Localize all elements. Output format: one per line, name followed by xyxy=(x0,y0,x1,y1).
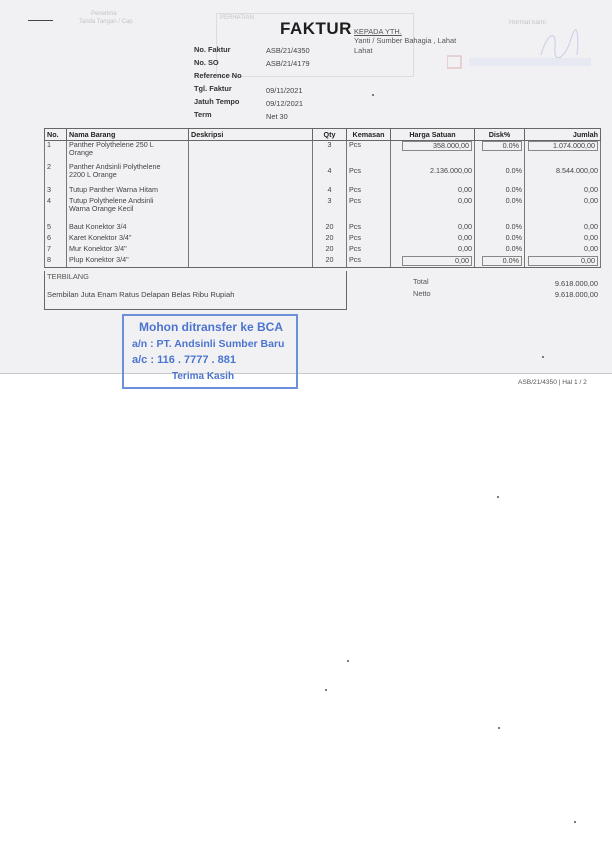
cell-unit: Pcs xyxy=(347,197,391,223)
cell-item-name xyxy=(67,234,189,245)
paper-speck xyxy=(325,689,327,691)
discount-value: 0.0% xyxy=(482,256,522,266)
cell-amount: 0,00 xyxy=(525,223,601,234)
cell-price: 0,00 xyxy=(391,245,475,256)
scan-speck xyxy=(372,94,374,96)
customer-line-1: Yanti / Sumber Bahagia , Lahat xyxy=(354,36,457,45)
header-discount: Disk% xyxy=(475,129,525,141)
cell-qty: 20 xyxy=(313,245,347,256)
price-value: 0,00 xyxy=(402,256,472,266)
cell-discount: 0.0% xyxy=(475,163,525,186)
faint-company-logo xyxy=(447,53,595,71)
netto-label: Netto xyxy=(413,289,431,298)
customer-line-2: Lahat xyxy=(354,46,373,55)
header-description: Deskripsi xyxy=(189,129,313,141)
netto-value: 9.618.000,00 xyxy=(554,290,598,299)
cell-item-name xyxy=(67,186,189,197)
recipient-label: KEPADA YTH. xyxy=(354,27,402,36)
cell-qty: 20 xyxy=(313,234,347,245)
stamp-line-4: Terima Kasih xyxy=(172,371,235,382)
invoice-title: FAKTUR xyxy=(280,19,352,38)
table-row xyxy=(45,141,601,163)
cell-amount xyxy=(525,141,601,163)
meta-value-invoice-no: ASB/21/4350 xyxy=(266,46,310,55)
paper-speck xyxy=(347,660,349,662)
cell-discount: 0.0% xyxy=(475,197,525,223)
price-value: 358.000,00 xyxy=(402,141,472,151)
cell-price: 2.136.000,00 xyxy=(391,163,475,186)
table-row xyxy=(45,197,601,223)
table-row xyxy=(45,223,601,234)
stamp-line-2: a/n : PT. Andsinli Sumber Baru xyxy=(132,338,285,350)
cell-qty: 3 xyxy=(313,197,347,223)
cell-qty: 20 xyxy=(313,256,347,268)
header-unit-price: Harga Satuan xyxy=(391,129,475,141)
paper-speck xyxy=(574,821,576,823)
cell-discount: 0.0% xyxy=(475,245,525,256)
header-no: No. xyxy=(45,129,67,141)
cell-price: 0,00 xyxy=(391,197,475,223)
total-label: Total xyxy=(413,277,429,286)
table-row xyxy=(45,163,601,186)
cell-description xyxy=(189,163,313,186)
header-amount: Jumlah xyxy=(525,129,601,141)
meta-label-invoice-no: No. Faktur xyxy=(194,45,231,54)
cell-price xyxy=(391,256,475,268)
cell-amount: 0,00 xyxy=(525,197,601,223)
cell-amount: 8.544.000,00 xyxy=(525,163,601,186)
table-row xyxy=(45,234,601,245)
cell-amount: 0,00 xyxy=(525,245,601,256)
stamp-line-1: Mohon ditransfer ke BCA xyxy=(139,320,284,334)
meta-label-term: Term xyxy=(194,110,212,119)
cell-unit: Pcs xyxy=(347,141,391,163)
amount-in-words-box xyxy=(44,271,347,310)
amount-in-words-text: Sembilan Juta Enam Ratus Delapan Belas Ribu Rupiah xyxy=(47,290,235,299)
item-name-line: 2200 L Orange xyxy=(69,169,117,179)
amount-value: 0,00 xyxy=(528,256,598,266)
cell-item-name xyxy=(67,163,189,186)
meta-label-so-no: No. SO xyxy=(194,58,219,67)
cell-no: 3 xyxy=(45,186,67,197)
item-name-line: Tutup Polythelene Andsinli xyxy=(69,195,154,205)
items-table xyxy=(44,128,601,268)
header-qty: Qty xyxy=(313,129,347,141)
cell-price: 0,00 xyxy=(391,186,475,197)
item-name-line: Mur Konektor 3/4" xyxy=(69,243,127,253)
amount-in-words-label: TERBILANG xyxy=(47,272,89,281)
item-name-line: Baut Konektor 3/4 xyxy=(69,221,127,231)
faint-receiver-label: Penerima xyxy=(91,11,117,17)
cell-qty: 4 xyxy=(313,163,347,186)
meta-label-reference: Reference No xyxy=(194,71,242,80)
cell-discount xyxy=(475,141,525,163)
cell-unit: Pcs xyxy=(347,245,391,256)
cell-no: 1 xyxy=(45,141,67,163)
header-packaging: Kemasan xyxy=(347,129,391,141)
cell-no: 8 xyxy=(45,256,67,268)
cell-discount: 0.0% xyxy=(475,223,525,234)
cell-unit: Pcs xyxy=(347,163,391,186)
cell-amount xyxy=(525,256,601,268)
cell-item-name xyxy=(67,245,189,256)
cell-amount: 0,00 xyxy=(525,234,601,245)
item-name-line: Panther Polythelene 250 L xyxy=(69,140,154,149)
cell-price: 0,00 xyxy=(391,223,475,234)
cell-description xyxy=(189,186,313,197)
item-name-line: Orange xyxy=(69,148,93,157)
cell-amount: 0,00 xyxy=(525,186,601,197)
bank-transfer-stamp xyxy=(122,314,298,389)
discount-value: 0.0% xyxy=(482,141,522,151)
cell-item-name xyxy=(67,197,189,223)
cell-unit: Pcs xyxy=(347,234,391,245)
cell-qty: 20 xyxy=(313,223,347,234)
cell-item-name xyxy=(67,141,189,163)
meta-value-due-date: 09/12/2021 xyxy=(266,99,303,108)
scan-mark-line xyxy=(28,20,53,21)
header-item-name: Nama Barang xyxy=(67,129,189,141)
amount-value: 1.074.000,00 xyxy=(528,141,598,151)
cell-no: 6 xyxy=(45,234,67,245)
scanned-invoice xyxy=(0,0,612,374)
cell-description xyxy=(189,245,313,256)
faint-notice-label: PERHATIAN xyxy=(220,15,254,21)
cell-no: 7 xyxy=(45,245,67,256)
cell-qty: 4 xyxy=(313,186,347,197)
cell-discount: 0.0% xyxy=(475,186,525,197)
item-name-line: Plup Konektor 3/4" xyxy=(69,254,129,264)
table-row xyxy=(45,245,601,256)
cell-qty: 3 xyxy=(313,141,347,163)
cell-no: 2 xyxy=(45,163,67,186)
cell-description xyxy=(189,197,313,223)
item-name-line: Karet Konektor 3/4" xyxy=(69,232,132,242)
meta-value-invoice-date: 09/11/2021 xyxy=(266,86,303,95)
table-row xyxy=(45,186,601,197)
cell-description xyxy=(189,234,313,245)
cell-price xyxy=(391,141,475,163)
meta-value-so-no: ASB/21/4179 xyxy=(266,59,310,68)
page-reference: ASB/21/4350 | Hal 1 / 2 xyxy=(518,379,587,386)
paper-speck xyxy=(498,727,500,729)
cell-unit: Pcs xyxy=(347,223,391,234)
cell-discount: 0.0% xyxy=(475,234,525,245)
scan-speck xyxy=(542,356,544,358)
meta-label-due-date: Jatuh Tempo xyxy=(194,97,240,106)
cell-no: 5 xyxy=(45,223,67,234)
meta-value-term: Net 30 xyxy=(266,112,288,121)
meta-label-invoice-date: Tgl. Faktur xyxy=(194,84,232,93)
stamp-line-3: a/c : 116 . 7777 . 881 xyxy=(132,354,236,366)
cell-description xyxy=(189,223,313,234)
total-value: 9.618.000,00 xyxy=(554,279,598,288)
cell-description xyxy=(189,256,313,268)
cell-item-name xyxy=(67,223,189,234)
cell-price: 0,00 xyxy=(391,234,475,245)
cell-description xyxy=(189,141,313,163)
cell-item-name xyxy=(67,256,189,268)
item-name-line: Tutup Panther Warna Hitam xyxy=(69,184,158,194)
table-row xyxy=(45,256,601,268)
paper-speck xyxy=(497,496,499,498)
faint-regards-label: Hormat kami xyxy=(509,19,546,26)
cell-no: 4 xyxy=(45,197,67,223)
table-header-row xyxy=(45,129,601,141)
item-name-line: Warna Orange Kecil xyxy=(69,203,134,213)
cell-unit: Pcs xyxy=(347,186,391,197)
cell-unit: Pcs xyxy=(347,256,391,268)
cell-discount xyxy=(475,256,525,268)
item-name-line: Panther Andsinli Polythelene xyxy=(69,161,161,171)
faint-signature-label: Tanda Tangan / Cap xyxy=(79,19,133,25)
